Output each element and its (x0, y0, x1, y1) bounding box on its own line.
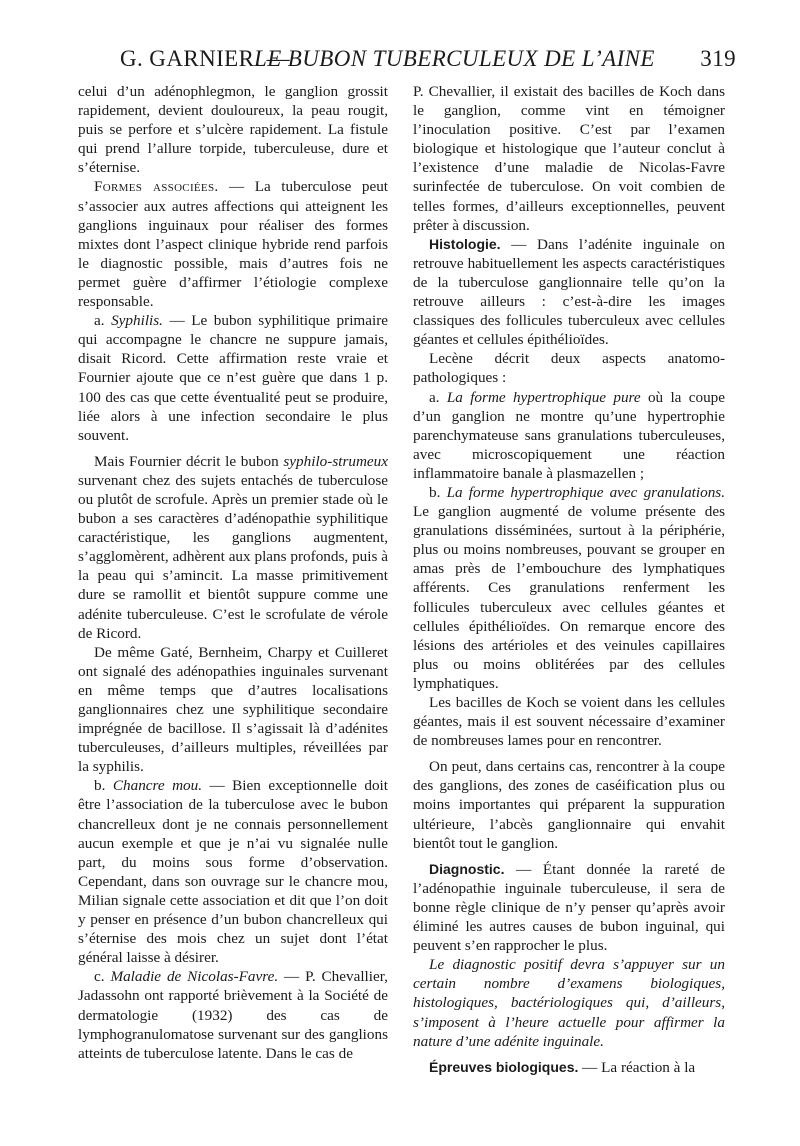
paragraph: Le diagnostic positif devra s’appuyer sur un certain nombre d’examens biologiques, histologiques, bactériologiques qui, d’ailleurs, s’imposent à l’heure actuelle pour affirmer la nature d’une adénite inguinale. (413, 956, 725, 1050)
paragraph: Diagnostic. — Étant donnée la rareté de l’adénopathie inguinale tuberculeuse, il sera de bonne règle clinique de n’y penser qu’après avoir éliminé les autres causes de bubon inguinal, qui peuvent s’en rapprocher le plus. (413, 860, 725, 955)
paragraph: Les bacilles de Koch se voient dans les cellules géantes, mais il est souvent nécessaire d’examiner de nombreuses lames pour en rencontrer. (413, 694, 725, 750)
paragraph: b. La forme hypertrophique avec granulations. Le ganglion augmenté de volume présente des granulations disséminées, surtout à la périphérie, plus ou moins nombreuses, pouvant se grouper en amas près de l’embouchure des lymphatiques afférents. Ces granulations renferment les follicules tuberculeux avec cellules géantes et cellules épithélioïdes. On remarque encore des lésions des artérioles et des veinules capillaires plus ou moins oblitérées par des cellules lymphatiques. (413, 483, 725, 692)
page-number: 319 (700, 46, 736, 71)
header-title: LE BUBON TUBERCULEUX DE L’AINE (254, 46, 655, 71)
paragraph: celui d’un adénophlegmon, le ganglion grossit rapidement, devient douloureux, la peau rougit, puis se perfore et s’ulcère rapidement. La fistule qui prend l’allure torpide, tuberculeuse, dure et s’éternise. (78, 83, 388, 177)
subsection-heading: Chancre mou. (112, 777, 203, 795)
section-heading: Diagnostic. (429, 860, 505, 877)
paragraph: b. Chancre mou. — Bien exceptionnelle doit être l’association de la tuberculose avec le bubon chancrelleux dont je ne connais personnellement aucun exemple et que je n’ai vu signalée nulle part, du moins sous forme d’observation. Cependant, dans son ouvrage sur le chancre mou, Milian signale cette association et dit que l’on doit y penser en présence d’un bubon chancrelleux qui s’éternise des mois chez un sujet dont l’état général laisse à désirer. (78, 777, 388, 967)
subsection-heading: Syphilis. (111, 312, 163, 330)
left-column (78, 82, 388, 1063)
paragraph: c. Maladie de Nicolas-Favre. — P. Chevallier, Jadassohn ont rapporté brièvement à la Société de dermatologie (1932) des cas de lymphogranulomatose survenant sur des ganglions atteints de tuberculose latente. Dans le cas de (78, 968, 388, 1062)
subsection-heading: La forme hypertrophique pure (446, 388, 641, 406)
header-author: G. GARNIER. — (120, 46, 291, 71)
paragraph: Mais Fournier décrit le bubon syphilo-strumeux survenant chez des sujets entachés de tuberculose ou plutôt de scrofule. Après un premier stade où le bubon a ses caractères d’adénopathie syphilitique caractéristique, les ganglions augmentent, s’agglomèrent, adhèrent aux plans profonds, puis à la peau qui s’amincit. La masse primitivement dure se ramollit et bientôt suppure comme une adénite tuberculeuse. C’est le scrofulate de vérole de Ricord. (78, 452, 388, 642)
paragraph: Épreuves biologiques. — La réaction à la (429, 1058, 696, 1076)
subsection-heading: La forme hypertrophique avec granulations. (446, 483, 725, 501)
section-heading: Épreuves biologiques. (429, 1058, 579, 1075)
paragraph: De même Gaté, Bernheim, Charpy et Cuilleret ont signalé des adénopathies inguinales survenant en même temps que d’autres localisations ganglionnaires chez une syphilitique secondaire imprégnée de bacillose. Il s’agissait là d’adénites tuberculeuses, d’ailleurs multiples, réveillées par la syphilis. (78, 643, 388, 776)
section-heading: Formes associées. (94, 178, 219, 196)
section-heading: Histologie. (429, 235, 501, 252)
paragraph: a. La forme hypertrophique pure où la coupe d’un ganglion ne montre qu’une hypertrophie parenchymateuse sans granulations tuberculeuses, avec microscopiquement une réaction inflammatoire banale à plasmazellen ; (413, 388, 725, 482)
paragraph: Formes associées. — La tuberculose peut s’associer aux autres affections qui atteignent les ganglions inguinaux pour réaliser des formes mixtes dont l’aspect clinique hybride rend parfois le diagnostic possible, mais d’autres fois ne permet guère d’affirmer l’étiologie complexe responsable. (78, 178, 389, 311)
subsection-heading: Maladie de Nicolas-Favre. (110, 968, 279, 986)
right-column (413, 82, 725, 1077)
paragraph: Lecène décrit deux aspects anatomo-pathologiques : (413, 350, 725, 387)
paragraph: On peut, dans certains cas, rencontrer à la coupe des ganglions, des zones de caséification plus ou moins importantes qui préparent la suppuration ultérieure, l’abcès ganglionnaire qui envahit bientôt tout le ganglion. (413, 758, 725, 852)
running-header (78, 46, 736, 80)
paragraph: a. Syphilis. — Le bubon syphilitique primaire qui accompagne le chancre ne suppure jamais, disait Ricord. Cette affirmation reste vraie et Fournier ajoute que ce n’est guère que dans 1 p. 100 des cas que cette éventualité peut se produire, liée alors à une infection secondaire le plus souvent. (78, 312, 388, 444)
paragraph: Histologie. — Dans l’adénite inguinale on retrouve habituellement les aspects caractéristiques de la tuberculose ganglionnaire telle qu’on la retrouve ailleurs : c’est-à-dire les images classiques des follicules tuberculeux avec cellules géantes et cellules épithélioïdes. (413, 235, 725, 349)
paragraph: P. Chevallier, il existait des bacilles de Koch dans le ganglion, comme vint en témoigner l’inoculation positive. C’est par l’examen biologique et histologique que l’auteur conclut à l’existence d’une maladie de Nicolas-Favre surinfectée de tuberculose. On voit combien de telles formes, d’ailleurs exceptionnelles, peuvent prêter à discussion. (413, 83, 725, 234)
